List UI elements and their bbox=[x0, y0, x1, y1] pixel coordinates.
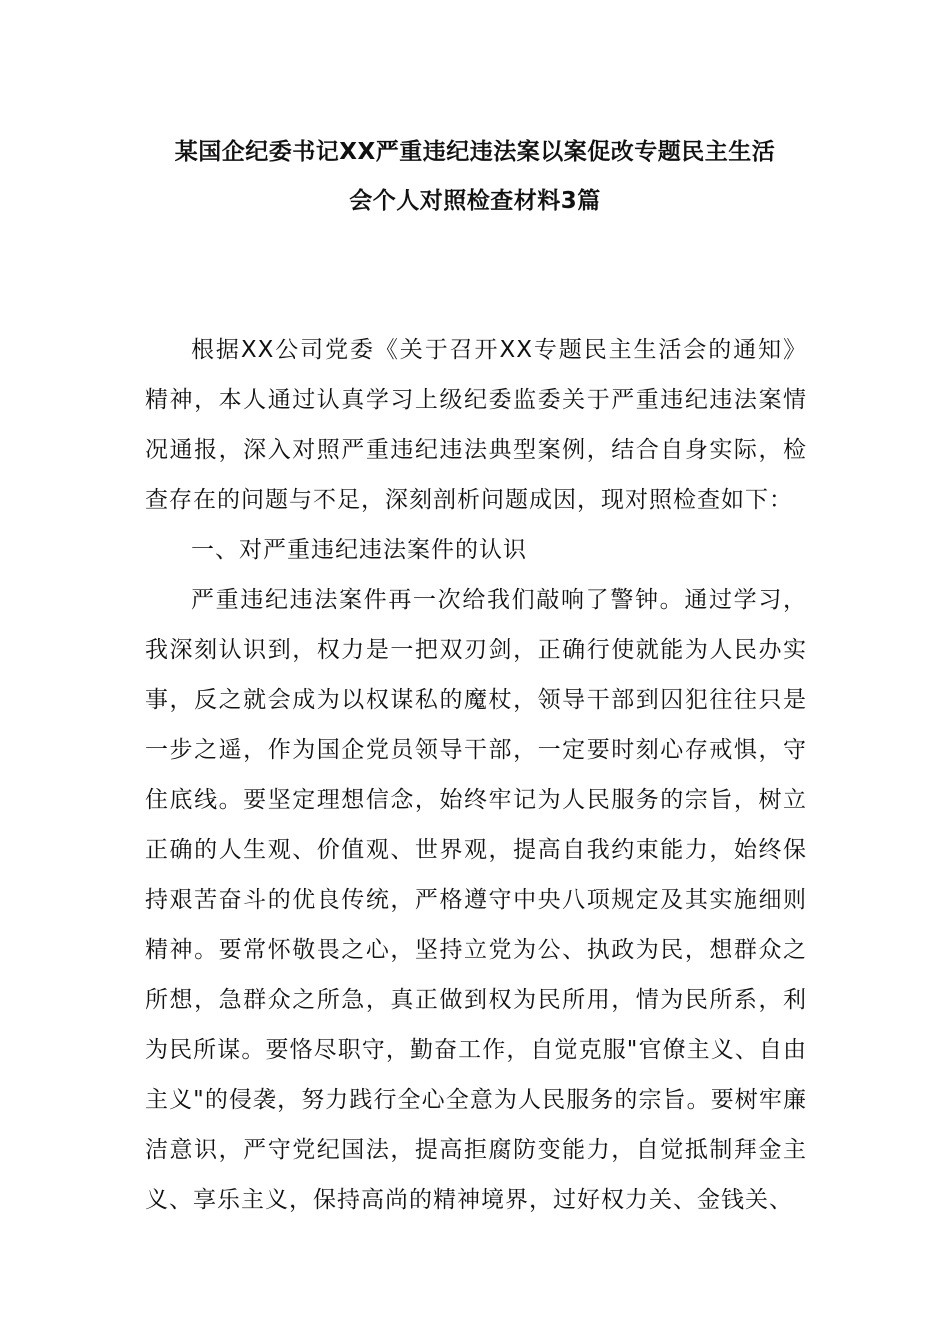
document-body bbox=[145, 325, 807, 1225]
title-line-1: 某国企纪委书记XX严重违纪违法案以案促改专题民主生活 bbox=[174, 139, 776, 165]
document-title bbox=[145, 128, 805, 226]
section-paragraph: 严重违纪违法案件再一次给我们敲响了警钟。通过学习，我深刻认识到，权力是一把双刃剑，正确行使就能为人民办实事，反之就会成为以权谋私的魔杖，领导干部到囚犯往往只是一步之遥，作为国企党员领导干部，一定要时刻心存戒惧，守住底线。要坚定理想信念，始终牢记为人民服务的宗旨，树立正确的人生观、价值观、世界观，提高自我约束能力，始终保持艰苦奋斗的优良传统，严格遵守中央八项规定及其实施细则精神。要常怀敬畏之心，坚持立党为公、执政为民，想群众之所想，急群众之所急，真正做到权为民所用，情为民所系，利为民所谋。要恪尽职守，勤奋工作，自觉克服"官僚主义、自由主义"的侵袭，努力践行全心全意为人民服务的宗旨。要树牢廉洁意识，严守党纪国法，提高拒腐防变能力，自觉抵制拜金主义、享乐主义，保持高尚的精神境界，过好权力关、金钱关、 bbox=[145, 587, 807, 1213]
intro-paragraph: 根据XX公司党委《关于召开XX专题民主生活会的通知》精神，本人通过认真学习上级纪委监委关于严重违纪违法案情况通报，深入对照严重违纪违法典型案例，结合自身实际，检查存在的问题与不足，深刻剖析问题成因，现对照检查如下： bbox=[145, 337, 807, 513]
title-line-2: 会个人对照检查材料3篇 bbox=[349, 188, 601, 214]
section-heading: 一、对严重违纪违法案件的认识 bbox=[191, 537, 527, 563]
